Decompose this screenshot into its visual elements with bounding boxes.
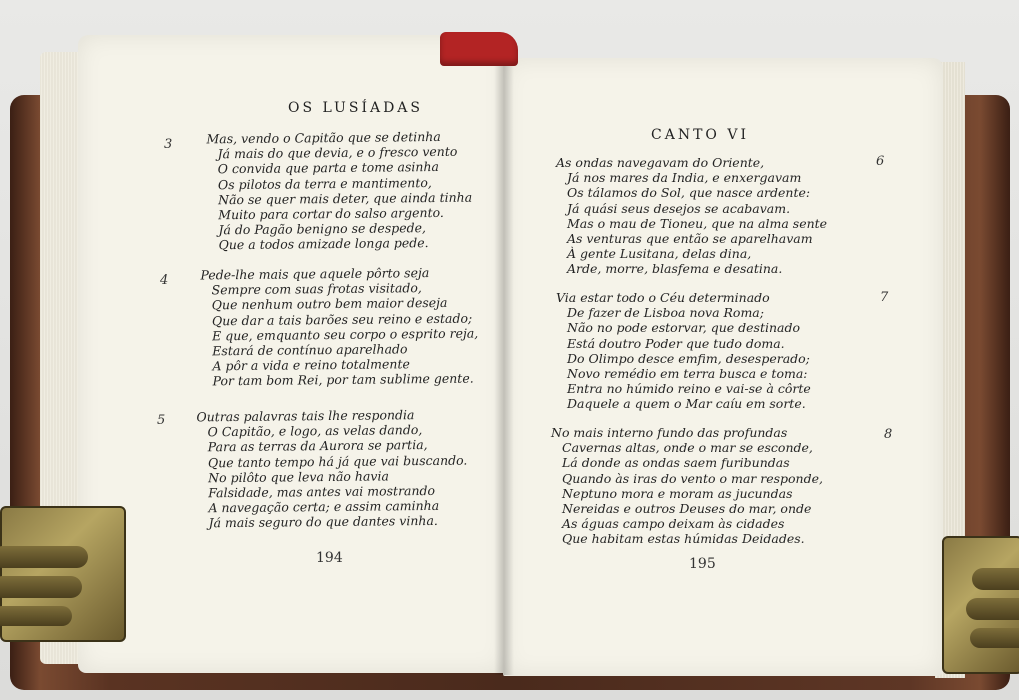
verse-line: As águas campo deixam às cidades	[562, 516, 785, 532]
verse-line: E que, emquanto seu corpo o esprito reja,	[212, 325, 479, 344]
verse-number: 8	[884, 427, 893, 442]
verse-line: Muito para cortar do salso argento.	[218, 204, 444, 223]
stanza	[196, 407, 468, 531]
verse-line: Já mais do que devia, e o fresco vento	[217, 143, 458, 162]
verse-line: Está doutro Poder que tudo doma.	[567, 335, 785, 351]
verse-line: Que tanto tempo há já que vai buscando.	[207, 452, 468, 470]
verse-line: No mais interno fundo das profundas	[551, 425, 788, 440]
verse-line: Falsidade, mas antes vai mostrando	[208, 482, 436, 501]
verse-line: Os pilotos da terra e mantimento,	[217, 174, 432, 192]
book-gutter	[494, 50, 514, 675]
verse-line: Do Olimpo desce emfim, desesperado;	[567, 350, 810, 366]
verse-line: A pôr a vida e reino totalmente	[212, 356, 410, 374]
verse-line: Entra no húmido reino e vai-se à côrte	[567, 381, 811, 397]
verse-line: De fazer de Lisboa nova Roma;	[567, 305, 764, 321]
verse-number: 7	[880, 290, 889, 305]
verse-line: Para as terras da Aurora se partia,	[207, 437, 428, 455]
verse-line: As ondas navegavam do Oriente,	[556, 155, 765, 170]
verse-line: Que dar a tais barões seu reino e estado;	[211, 310, 473, 328]
verse-line: Lá donde as ondas saem furibundas	[562, 455, 790, 471]
verse-line: Daquele a quem o Mar caíu em sorte.	[567, 396, 806, 412]
running-head-right: CANTO VI	[651, 127, 749, 143]
verse-line: Não no pode estorvar, que destinado	[567, 320, 801, 336]
clasp-grip	[966, 598, 1019, 620]
verse-line: Que a todos amizade longa pede.	[218, 235, 429, 253]
verse-number: 5	[157, 413, 166, 428]
verse-line: À gente Lusitana, delas dina,	[567, 246, 752, 262]
verse-line: Sempre com suas frotas visitado,	[211, 280, 422, 298]
verse-line: O Capitão, e logo, as velas dando,	[207, 422, 423, 440]
bookmark-ribbon	[440, 32, 518, 66]
verse-number: 6	[876, 154, 885, 169]
folio-right: 195	[689, 556, 716, 572]
clasp-grip	[0, 546, 88, 568]
stanza	[200, 265, 478, 390]
verse-line: Já do Pagão benigno se despede,	[218, 220, 427, 238]
verse-line: A navegação certa; e assim caminha	[208, 498, 440, 516]
clasp-grip	[0, 576, 82, 598]
verse-line: Pede-lhe mais que aquele pôrto seja	[200, 265, 430, 283]
verse-line: Já mais seguro do que dantes vinha.	[208, 513, 438, 531]
clasp-grip	[0, 606, 72, 626]
verse-line: Quando às iras do vento o mar responde,	[562, 470, 823, 486]
verse-line: Por tam bom Rei, por tam sublime gente.	[212, 371, 474, 389]
verse-line: Neptuno mora e moram as jucundas	[562, 485, 793, 501]
stanza	[206, 129, 472, 253]
verse-line: Que habitam estas húmidas Deidades.	[562, 531, 805, 547]
verse-line: Que nenhum outro bem maior deseja	[211, 295, 448, 313]
verse-line: As venturas que então se aparelhavam	[567, 231, 813, 247]
verse-line: Arde, morre, blasfema e desatina.	[567, 261, 783, 277]
verse-line: No pilôto que leva não havia	[208, 468, 389, 486]
verse-line: O convida que parta e tome asinha	[217, 159, 439, 177]
verse-number: 3	[164, 137, 173, 152]
verse-line: Via estar todo o Céu determinado	[556, 290, 770, 305]
verse-line: Já nos mares da India, e enxergavam	[567, 170, 802, 186]
verse-line: Cavernas altas, onde o mar se esconde,	[562, 440, 813, 456]
clasp-grip	[972, 568, 1019, 590]
right-brass-clasp	[942, 536, 1019, 674]
verse-line: Não se quer mais deter, que ainda tinha	[218, 189, 473, 208]
verse-line: Outras palavras tais lhe respondia	[196, 407, 415, 425]
stanza	[551, 425, 823, 547]
verse-line: Os tálamos do Sol, que nasce ardente:	[567, 185, 811, 201]
verse-line: Já quási seus desejos se acabavam.	[567, 200, 791, 216]
verse-line: Nereidas e outros Deuses do mar, onde	[562, 501, 812, 517]
stanza	[556, 290, 811, 412]
running-head-left: OS LUSÍADAS	[288, 100, 424, 116]
stanza	[556, 155, 827, 277]
verse-line: Novo remédio em terra busca e toma:	[567, 366, 808, 382]
verse-line: Mas, vendo o Capitão que se detinha	[206, 128, 441, 147]
left-brass-clasp	[0, 506, 126, 642]
verse-line: Mas o mau de Tioneu, que na alma sente	[567, 215, 828, 231]
verse-line: Estará de contínuo aparelhado	[212, 341, 408, 359]
clasp-grip	[970, 628, 1019, 648]
verse-number: 4	[160, 273, 169, 288]
folio-left: 194	[316, 550, 343, 566]
